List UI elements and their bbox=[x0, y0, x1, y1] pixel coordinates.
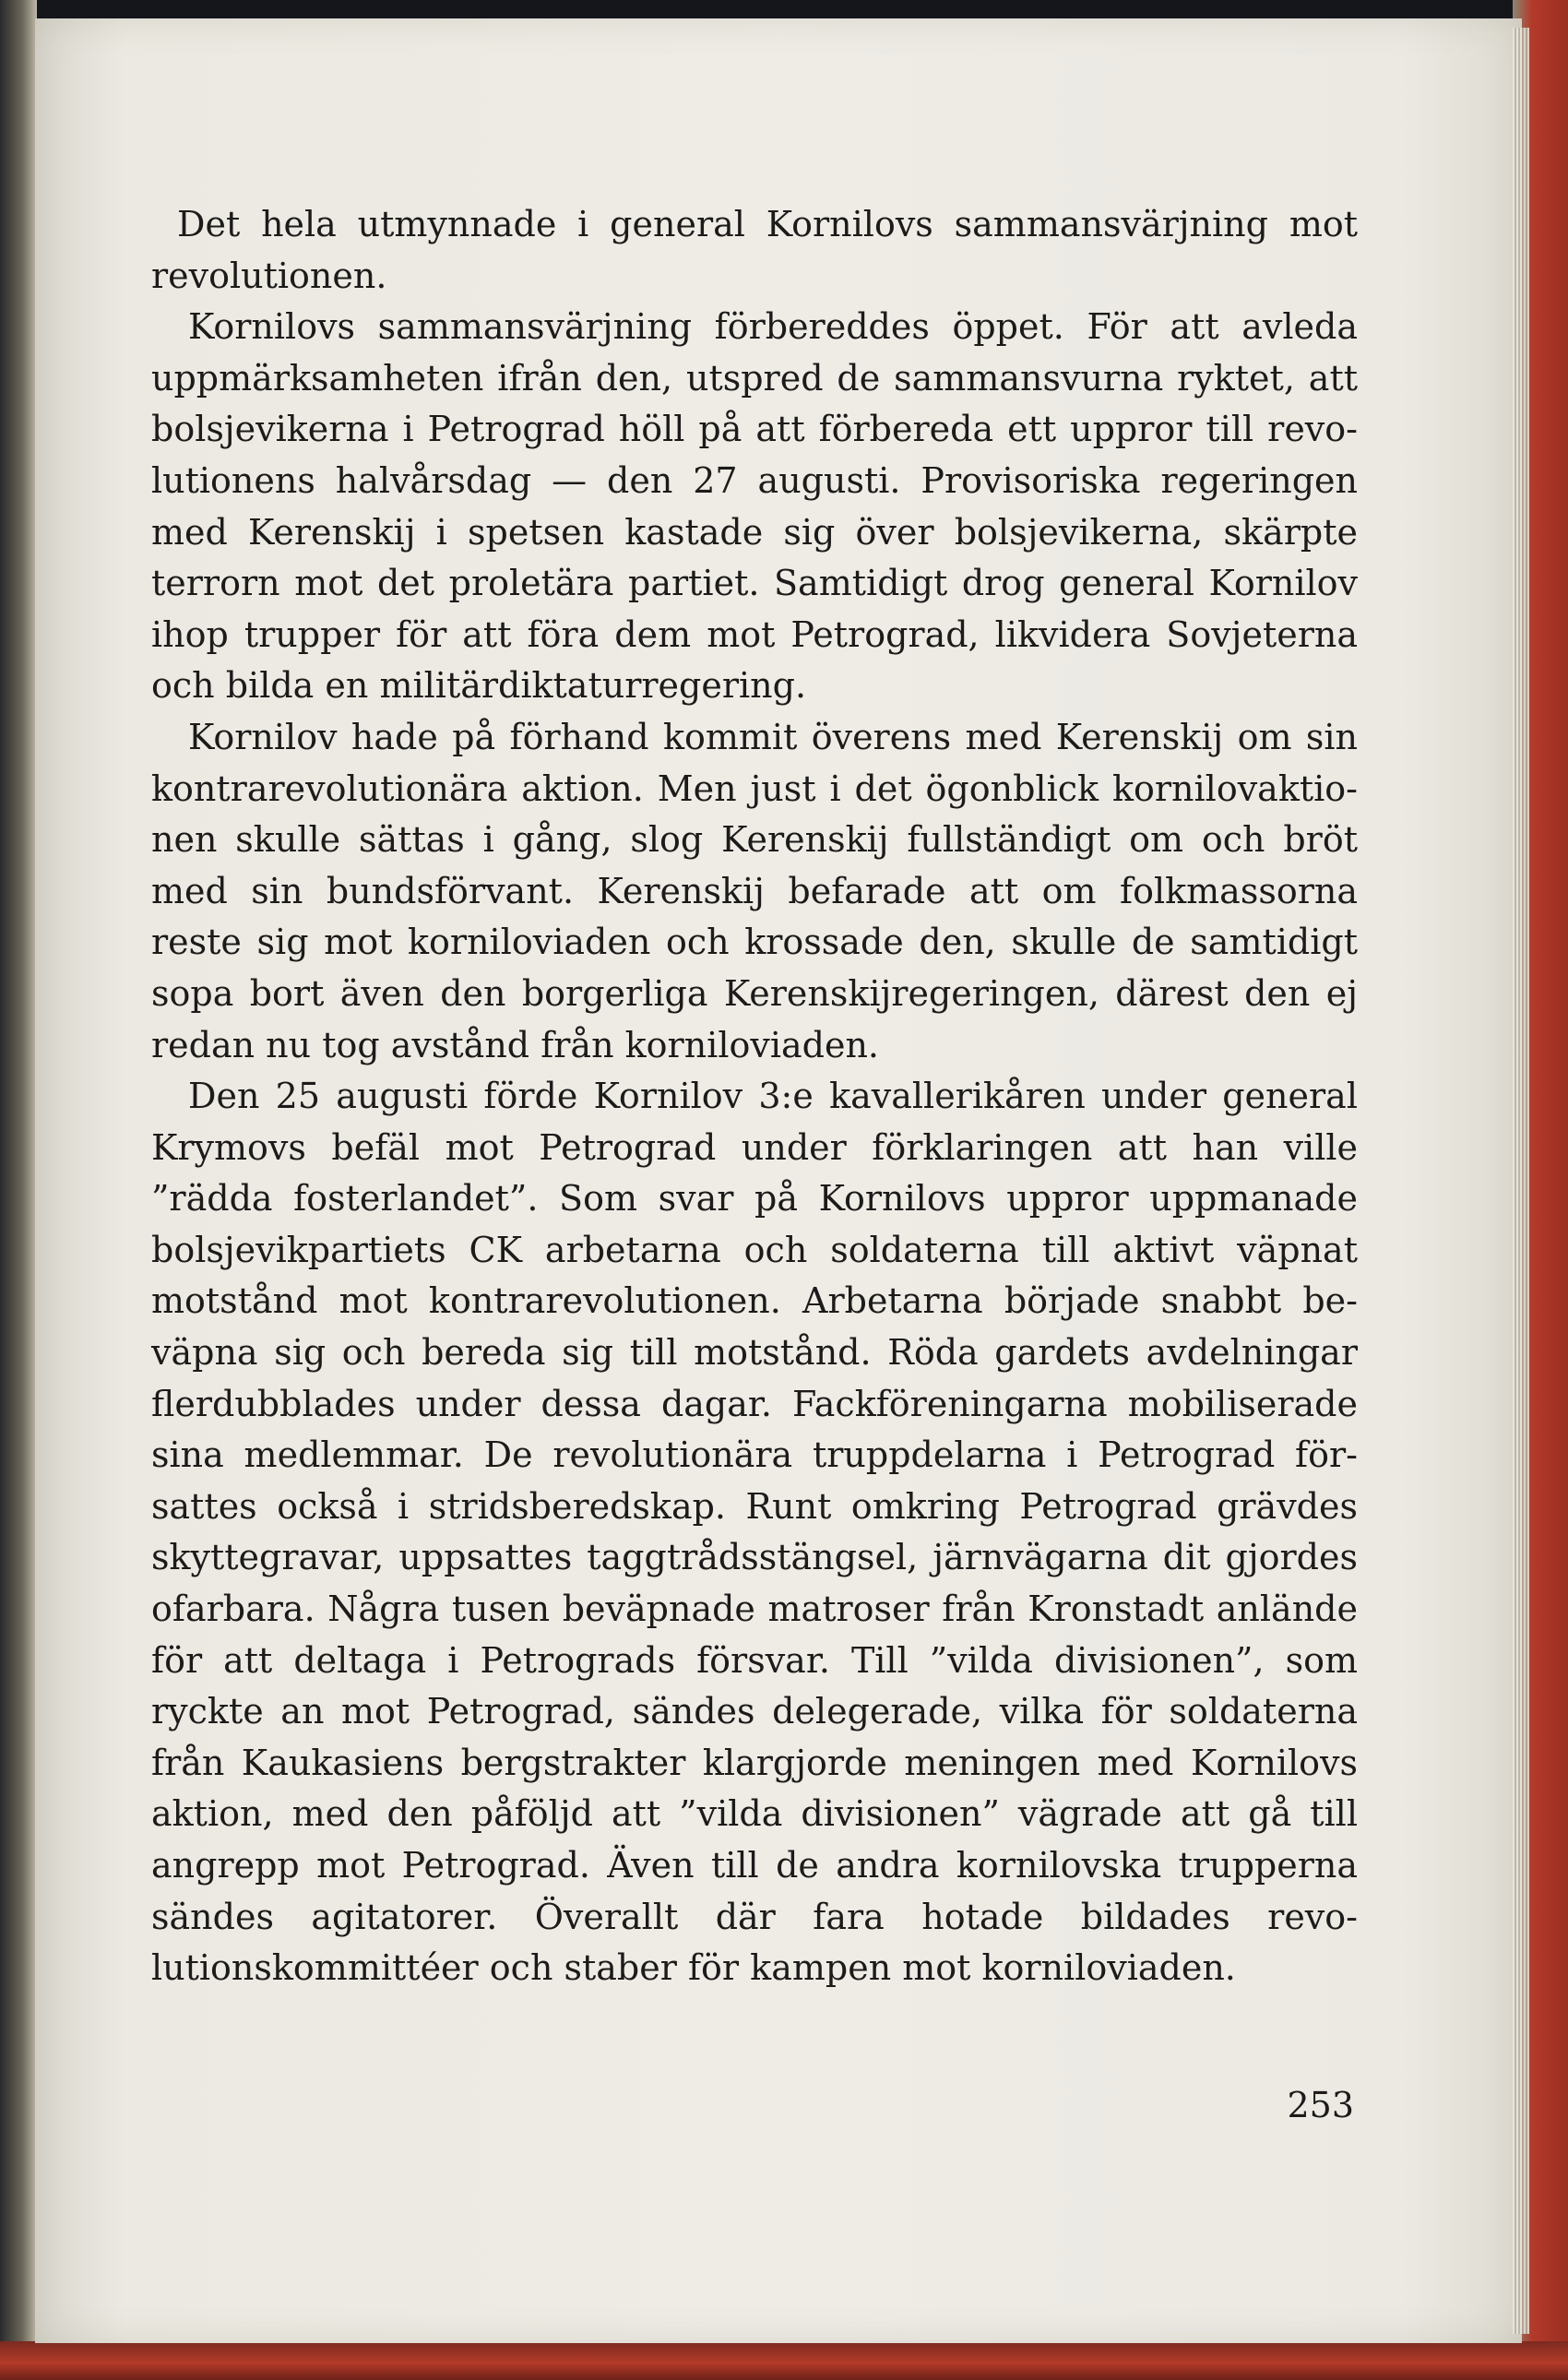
book-spine-edge bbox=[0, 0, 37, 2380]
book-cover-edge-bottom bbox=[0, 2341, 1568, 2380]
paragraph-1: Det hela utmynnade i general Kornilovs sammansvärjning mot revolutionen. bbox=[151, 204, 1358, 296]
paragraph-2: Kornilovs sammansvärjning förbereddes öppet. För att avleda uppmärksamheten ifrån den, utspred de sammansvurna ryktet, att bolsjevikerna i Petrograd höll på att förbereda ett uppror till revolutionens halvårsdag — den 27 augusti. Provisoriska regeringen med Kerenskij i spetsen kastade sig över bolsjevikerna, skärpte terrorn mot det proletära partiet. Samtidigt drog general Kornilov ihop trupper för att föra dem mot Petrograd, likvidera Sovjeterna och bilda en militärdiktaturregering. bbox=[151, 306, 1358, 707]
scan-top-border bbox=[0, 0, 1568, 20]
paragraph-3: Kornilov hade på förhand kommit överens med Kerenskij om sin kontrarevolutionära aktion. Men just i det ögonblick kornilovaktionen skulle sättas i gång, slog Kerenskij fullständigt om och bröt med sin bundsförvant. Kerenskij befarade att om folkmassorna reste sig mot korniloviaden och krossade den, skulle de samtidigt sopa bort även den borgerliga Kerenskijregeringen, därest den ej redan nu tog avstånd från korniloviaden. bbox=[151, 716, 1358, 1065]
body-text bbox=[151, 199, 1358, 1994]
book-page bbox=[35, 18, 1522, 2343]
page-edges bbox=[1513, 28, 1529, 2334]
page-number: 253 bbox=[1287, 2085, 1354, 2125]
paragraph-4: Den 25 augusti förde Kornilov 3:e kavallerikåren under general Krymovs befäl mot Petrograd under förklaringen att han ville ”rädda fosterlandet”. Som svar på Kornilovs uppror uppmanade bolsjevikpartiets CK arbetarna och soldaterna till aktivt väpnat motstånd mot kontrarevolutionen. Arbetarna började snabbt beväpna sig och bereda sig till motstånd. Röda gardets avdelningar flerdubblades under dessa dagar. Fackföreningarna mobiliserade sina medlemmar. De revolutionära truppdelarna i Petrograd försattes också i stridsberedskap. Runt omkring Petrograd grävdes skyttegravar, uppsattes taggtrådsstängsel, järnvägarna dit gjordes ofarbara. Några tusen beväpnade matroser från Kronstadt anlände för att deltaga i Petrograds försvar. Till ”vilda divisionen”, som ryckte an mot Petrograd, sändes delegerade, vilka för soldaterna från Kaukasiens bergstrakter klargjorde meningen med Kornilovs aktion, med den påföljd att ”vilda divisionen” vägrade att gå till angrepp mot Petrograd. Även till de andra kornilovska trupperna sändes agitatorer. Överallt där fara hotade bildades revolutionskommittéer och staber för kampen mot korniloviaden. bbox=[151, 1076, 1358, 1989]
